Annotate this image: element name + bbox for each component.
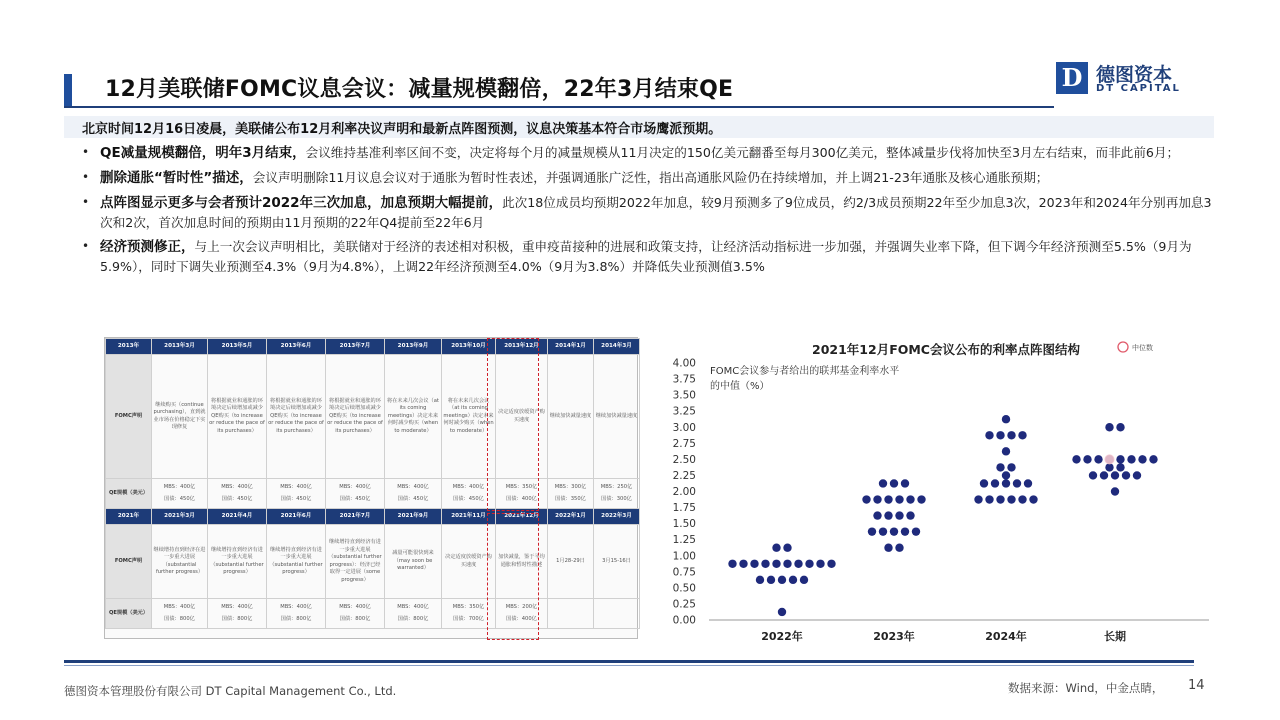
legend-median-label: 中位数 [1132, 344, 1153, 352]
dot-point [783, 560, 791, 568]
table-row [106, 599, 640, 629]
qe-treasury: 国债：400亿 [506, 616, 537, 622]
qe-mbs: MBS：200亿 [505, 603, 538, 610]
dot-point [985, 495, 993, 503]
table-cell: 减量可能很快到来（may soon be warranted） [385, 525, 442, 599]
dot-point [1111, 471, 1119, 479]
qe-treasury: 国债：400亿 [506, 496, 537, 502]
dot-point [996, 463, 1004, 471]
dot-point [1002, 415, 1010, 423]
dot-point [1122, 471, 1130, 479]
dot-point [1018, 431, 1026, 439]
qe-mbs: MBS：400亿 [397, 603, 429, 610]
bullet-text: 与上一次会议声明相比，美联储对于经济的表述相对积极，重申疫苗接种的进展和政策支持，让经济活动指标进一步加强，并强调失业率下降，但下调今年经济预测至5.5%（9月为5.9%），同时下调失业预测至4.3%（9月为4.8%），上调22年经济预测至4.0%（9月为3.8%）并降低失业预测值3.5% [100, 239, 1192, 274]
chart-title: 2021年12月FOMC会议公布的利率点阵图结构 [812, 342, 1080, 357]
dot-point [890, 527, 898, 535]
bullet-text: 此次18位成员均预期2022年加息，较9月预测多了9位成员，约2/3成员预期22年至少加息3次，2023年和2024年分别再加息3次和2次，首次加息时间的预期由11月预期的22年Q4提前至22年6月 [100, 195, 1212, 230]
table-cell: 继续增持直到经济有进一步重大进展（substantial further progress） [267, 525, 326, 599]
table-cell [385, 599, 442, 629]
table-cell: 继续购买（continue purchasing），直到就业市场在价格稳定下实现修复 [152, 355, 208, 479]
dot-point [906, 495, 914, 503]
bullet-dot-icon: • [82, 145, 90, 159]
table-row [106, 355, 640, 479]
chart-ylabel: FOMC会议参与者给出的联邦基金利率水平的中值（%） [710, 366, 900, 392]
qe-treasury: 国债：300亿 [601, 496, 632, 502]
dot-point [1116, 423, 1124, 431]
qe-mbs: MBS：400亿 [221, 483, 253, 490]
table-cell [152, 479, 208, 509]
x-axis-ticks [761, 629, 1126, 643]
dot-point [1002, 447, 1010, 455]
y-tick-label: 3.50 [672, 389, 696, 402]
bullet-item [80, 237, 1220, 276]
table-cell [548, 479, 594, 509]
dot-point [772, 560, 780, 568]
y-tick-label: 3.75 [672, 373, 696, 386]
bullet-dot-icon: • [82, 239, 90, 253]
dot-point [1149, 455, 1157, 463]
dot-point [728, 560, 736, 568]
dot-point [1029, 495, 1037, 503]
table-cell: 将在未来几次会议（at its coming meetings）决定未来何时减少购买（when to moderate） [385, 355, 442, 479]
table-header-row [106, 339, 640, 355]
table-cell: 决定适度放缓资产购买速度 [442, 525, 496, 599]
page-number: 14 [1188, 678, 1205, 693]
table-cell [548, 599, 594, 629]
table-header-cell: 2021年12月 [496, 509, 548, 525]
qe-mbs: MBS：400亿 [339, 603, 371, 610]
bullet-heading: 经济预测修正， [100, 239, 195, 255]
dot-point [974, 495, 982, 503]
table-cell [267, 479, 326, 509]
qe-treasury: 国债：800亿 [397, 616, 429, 622]
dot-point [805, 560, 813, 568]
bullet-heading: 删除通胀“暂时性”描述， [100, 170, 253, 186]
dot-point [778, 576, 786, 584]
table-header-cell: 2022年1月 [548, 509, 594, 525]
y-tick-label: 2.75 [672, 437, 696, 450]
table-cell: 继续加快减量速度 [548, 355, 594, 479]
dot-point [750, 560, 758, 568]
qe-treasury: 国债：450亿 [453, 496, 484, 502]
dot-point [1072, 455, 1080, 463]
dot-point [1127, 455, 1135, 463]
table-cell: 继续增持直到经济有进一步重大进展（substantial further progress）：经济已经取得一定进展（some progress） [326, 525, 385, 599]
y-tick-label: 4.00 [672, 357, 696, 370]
table-cell [326, 479, 385, 509]
qe-treasury: 国债：450亿 [221, 496, 253, 502]
qe-treasury: 国债：700亿 [453, 616, 484, 622]
chart-ylabel-box [710, 364, 900, 400]
qe-treasury: 国债：450亿 [339, 496, 371, 502]
table-header-cell: 2021年3月 [152, 509, 208, 525]
dot-point [1089, 471, 1097, 479]
table-cell: 将根据就业和通胀的环境决定后续增加或减少QE购买（to increase or reduce the pace of its purchases） [208, 355, 267, 479]
dec2013-highlight [487, 338, 539, 511]
table-header-cell: 2013年9月 [385, 339, 442, 355]
bullet-item [80, 193, 1220, 232]
bullet-dot-icon: • [82, 170, 90, 184]
table-row [106, 479, 640, 509]
footer-divider-thin [64, 665, 1194, 666]
dot-point [879, 527, 887, 535]
dot-point [996, 431, 1004, 439]
row-label: QE规模（美元） [106, 479, 152, 509]
title-accent-bar [64, 74, 72, 106]
dot-point [761, 560, 769, 568]
qe-treasury: 国债：450亿 [164, 496, 195, 502]
bullet-text: 会议维持基准利率区间不变，决定将每个月的减量规模从11月决定的150亿美元翻番至每月300亿美元，整体减量步伐将加快至3月左右结束，而非此前6月； [305, 145, 1180, 160]
bullet-heading: 点阵图显示更多与会者预计2022年三次加息，加息预期大幅提前， [100, 195, 503, 211]
qe-comparison-table [105, 338, 640, 629]
x-tick-label: 2022年 [761, 630, 803, 643]
dot-point [1024, 479, 1032, 487]
dot-point [879, 479, 887, 487]
dot-point [827, 560, 835, 568]
page-title: 12月美联储FOMC议息会议：减量规模翻倍，22年3月结束QE [105, 77, 734, 102]
qe-mbs: MBS：400亿 [280, 603, 312, 610]
table-cell: 将根据就业和通胀的环境决定后续增加或减少QE购买（to increase or reduce the pace of its purchases） [267, 355, 326, 479]
table-header-cell: 2013年 [106, 339, 152, 355]
median-marker [1105, 454, 1115, 464]
qe-mbs: MBS：250亿 [600, 483, 633, 490]
qe-treasury: 国债：800亿 [164, 616, 195, 622]
dot-point [1018, 495, 1026, 503]
dot-point [884, 511, 892, 519]
logo-name-cn: 德图资本 [1096, 64, 1173, 86]
dot-point [901, 527, 909, 535]
dot-point [884, 495, 892, 503]
table-cell: 决定适度放缓资产购买速度 [496, 355, 548, 479]
table-cell: 继续增持直到经济有进一步重大进展（substantial further progress） [208, 525, 267, 599]
dot-point [756, 576, 764, 584]
dot-plot-chart [664, 336, 1219, 650]
x-tick-label: 长期 [1104, 630, 1126, 643]
table-header-cell: 2022年3月 [594, 509, 640, 525]
dot-point [991, 479, 999, 487]
table-cell [208, 599, 267, 629]
y-tick-label: 3.00 [672, 421, 696, 434]
table-cell [326, 599, 385, 629]
x-tick-label: 2024年 [985, 630, 1027, 643]
table-cell [385, 479, 442, 509]
dot-point [816, 560, 824, 568]
qe-comparison-table-image [104, 337, 638, 639]
dot-point [1111, 487, 1119, 495]
summary-banner [64, 116, 1214, 138]
qe-mbs: MBS：400亿 [452, 483, 485, 490]
table-header-cell: 2021年11月 [442, 509, 496, 525]
table-header-cell: 2013年6月 [267, 339, 326, 355]
bullet-item [80, 143, 1220, 163]
table-header-cell: 2013年7月 [326, 339, 385, 355]
y-tick-label: 3.25 [672, 405, 696, 418]
table-cell: 继续增持直到经济在进一步重大进展（substantial further progress） [152, 525, 208, 599]
dot-point [1100, 471, 1108, 479]
table-header-cell: 2021年7月 [326, 509, 385, 525]
dot-point [868, 527, 876, 535]
dot-point [767, 576, 775, 584]
table-header-cell: 2014年1月 [548, 339, 594, 355]
qe-mbs: MBS：400亿 [339, 483, 371, 490]
summary-text: 北京时间12月16日凌晨，美联储公布12月利率决议声明和最新点阵图预测，议息决策基本符合市场鹰派预期。 [82, 122, 722, 137]
footer-divider [64, 660, 1194, 663]
dot-point [1105, 423, 1113, 431]
table-header-cell: 2021年 [106, 509, 152, 525]
dot-point [1007, 463, 1015, 471]
y-tick-label: 1.75 [672, 502, 696, 515]
dot-point [906, 511, 914, 519]
qe-treasury: 国债：350亿 [555, 496, 586, 502]
y-tick-label: 2.50 [672, 453, 696, 466]
dot-point [996, 495, 1004, 503]
row-label: FOMC声明 [106, 355, 152, 479]
dot-point [772, 544, 780, 552]
logo-name-en: DT CAPITAL [1096, 83, 1181, 94]
dec2021-highlight [487, 513, 539, 640]
dot-point [873, 495, 881, 503]
dot-point [1116, 463, 1124, 471]
qe-mbs: MBS：350亿 [505, 483, 538, 490]
y-tick-label: 2.00 [672, 486, 696, 498]
y-tick-label: 0.25 [672, 598, 696, 611]
qe-mbs: MBS：350亿 [452, 603, 485, 610]
dot-point [985, 431, 993, 439]
dot-point [1007, 431, 1015, 439]
table-cell: 3月15-16日 [594, 525, 640, 599]
legend-median-icon [1118, 342, 1128, 352]
dot-point [1083, 455, 1091, 463]
qe-mbs: MBS：300亿 [554, 483, 587, 490]
dot-point [862, 495, 870, 503]
qe-treasury: 国债：450亿 [280, 496, 312, 502]
qe-treasury: 国债：450亿 [397, 496, 429, 502]
table-row [106, 525, 640, 599]
footer-company: 德图资本管理股份有限公司 DT Capital Management Co., Ltd. [64, 684, 397, 698]
dot-point [901, 479, 909, 487]
dot-point [778, 608, 786, 616]
dot-point [873, 511, 881, 519]
y-tick-label: 0.75 [672, 566, 696, 579]
table-header-cell: 2021年4月 [208, 509, 267, 525]
table-cell [152, 599, 208, 629]
table-header-cell: 2013年3月 [152, 339, 208, 355]
table-cell: 将根据就业和通胀的环境决定后续增加或减少QE购买（to increase or reduce the pace of its purchases） [326, 355, 385, 479]
table-header-cell: 2014年3月 [594, 339, 640, 355]
table-header-cell: 2021年6月 [267, 509, 326, 525]
qe-mbs: MBS：400亿 [163, 483, 196, 490]
y-tick-label: 1.25 [672, 534, 696, 547]
bullet-item [80, 168, 1220, 188]
qe-treasury: 国债：800亿 [339, 616, 371, 622]
qe-mbs: MBS：400亿 [280, 483, 312, 490]
dot-point [794, 560, 802, 568]
bullet-text: 会议声明删除11月议息会议对于通胀为暂时性表述，并强调通胀广泛性，指出高通胀风险仍在持续增加，并上调21-23年通胀及核心通胀预期； [252, 170, 1049, 185]
qe-treasury: 国债：800亿 [221, 616, 253, 622]
footer-source: 数据来源：Wind，中金点睛， [1008, 681, 1164, 695]
dot-point [739, 560, 747, 568]
qe-mbs: MBS：400亿 [163, 603, 196, 610]
qe-mbs: MBS：400亿 [397, 483, 429, 490]
table-cell: 1月28-29日 [548, 525, 594, 599]
dot-point [1138, 455, 1146, 463]
table-header-cell: 2021年9月 [385, 509, 442, 525]
dot-point [895, 544, 903, 552]
bullet-list [80, 143, 1220, 281]
y-tick-label: 2.25 [672, 469, 696, 482]
logo-mark-icon: D [1056, 62, 1088, 94]
qe-mbs: MBS：400亿 [221, 603, 253, 610]
dot-point [1133, 471, 1141, 479]
dot-point [895, 511, 903, 519]
table-header-cell: 2013年10月 [442, 339, 496, 355]
dot-point [1094, 455, 1102, 463]
bullet-heading: QE减量规模翻倍，明年3月结束， [100, 145, 306, 161]
dot-point [1002, 479, 1010, 487]
y-tick-label: 1.50 [672, 518, 696, 531]
table-cell [208, 479, 267, 509]
table-header-cell: 2013年5月 [208, 339, 267, 355]
company-logo [1056, 62, 1206, 98]
table-cell: 将在未来几次会议（at its coming meetings）决定未来何时减少购买（when to moderate） [442, 355, 496, 479]
dot-point [912, 527, 920, 535]
dot-point [783, 544, 791, 552]
table-cell [267, 599, 326, 629]
row-label: FOMC声明 [106, 525, 152, 599]
x-tick-label: 2023年 [873, 630, 915, 643]
dot-point [917, 495, 925, 503]
dot-point [884, 544, 892, 552]
dot-point [1105, 463, 1113, 471]
dot-point [1116, 455, 1124, 463]
table-header-row [106, 509, 640, 525]
dot-point [1002, 471, 1010, 479]
bullet-dot-icon: • [82, 195, 90, 209]
dot-point [789, 576, 797, 584]
table-cell [594, 479, 640, 509]
table-cell [594, 599, 640, 629]
y-tick-label: 0.50 [672, 582, 696, 595]
dot-point [1013, 479, 1021, 487]
dot-point [980, 479, 988, 487]
table-cell: 加快减量，鉴于平均通胀和暂时性描述 [496, 525, 548, 599]
qe-treasury: 国债：800亿 [280, 616, 312, 622]
dot-point [890, 479, 898, 487]
table-header-cell: 2013年12月 [496, 339, 548, 355]
dot-point [800, 576, 808, 584]
table-cell: 继续加快减量速度 [594, 355, 640, 479]
y-tick-label: 1.00 [672, 550, 696, 563]
y-tick-label: 0.00 [672, 614, 696, 627]
y-axis-ticks [673, 358, 696, 627]
dot-point [895, 495, 903, 503]
dots-layer [728, 415, 1157, 616]
title-divider [64, 106, 1054, 108]
dot-point [1007, 495, 1015, 503]
row-label: QE规模（美元） [106, 599, 152, 629]
